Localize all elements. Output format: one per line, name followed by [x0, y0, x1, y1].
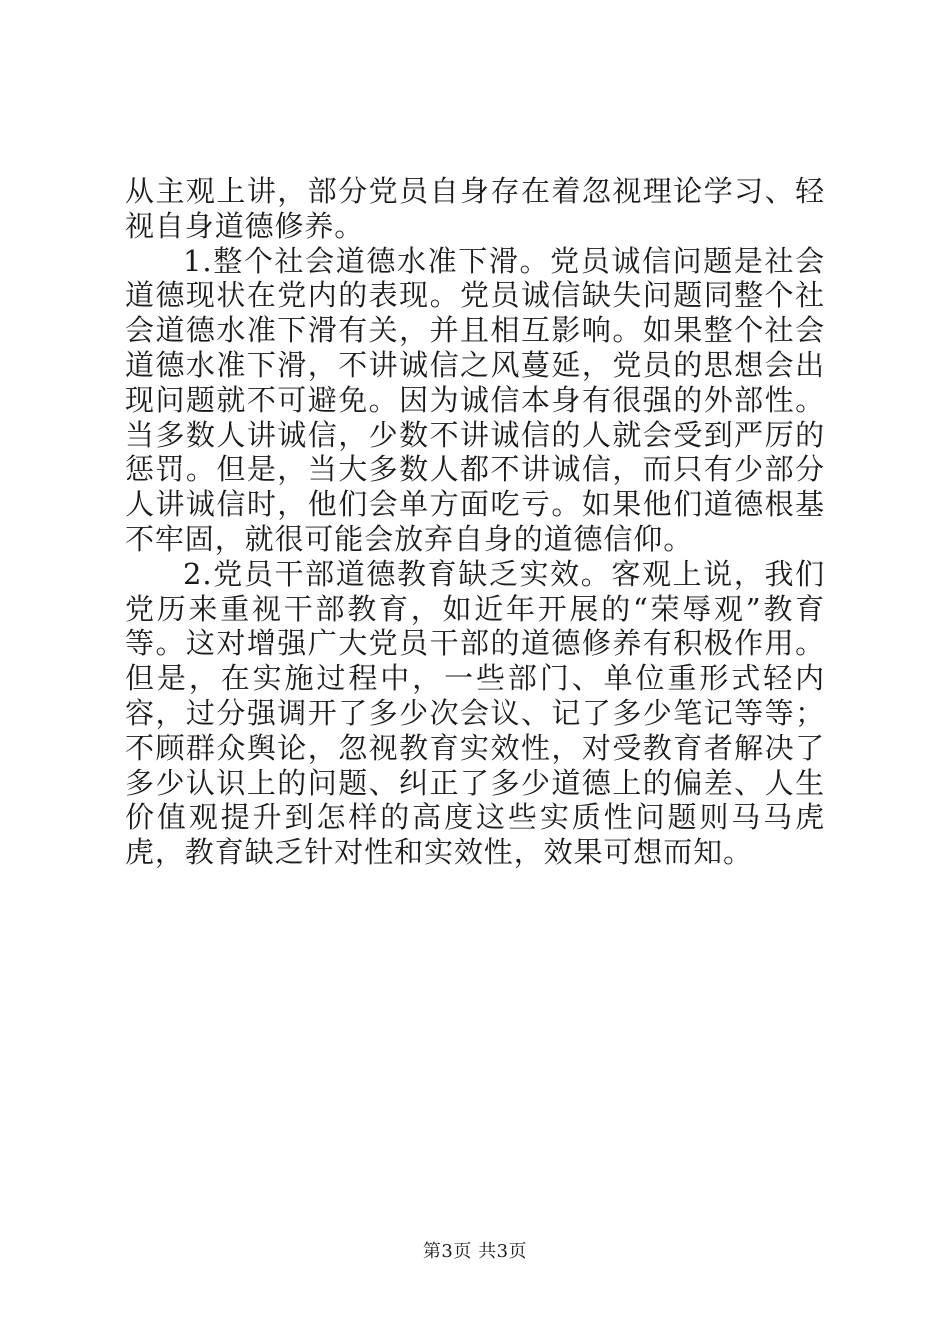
- page-number-footer: 第3页 共3页: [422, 1241, 528, 1262]
- body-text: [125, 174, 825, 870]
- paragraph-point-1: 1.整个社会道德水准下滑。党员诚信问题是社会道德现状在党内的表现。党员诚信缺失问题同整个社会道德水准下滑有关，并且相互影响。如果整个社会道德水准下滑，不讲诚信之风蔓延，党员的思想会出现问题就不可避免。因为诚信本身有很强的外部性。当多数人讲诚信，少数不讲诚信的人就会受到严厉的惩罚。但是，当大多数人都不讲诚信，而只有少部分人讲诚信时，他们会单方面吃亏。如果他们道德根基不牢固，就很可能会放弃自身的道德信仰。: [125, 243, 825, 556]
- paragraph-point-2: 2.党员干部道德教育缺乏实效。客观上说，我们党历来重视干部教育，如近年开展的“荣辱观”教育等。这对增强广大党员干部的道德修养有积极作用。但是，在实施过程中，一些部门、单位重形式轻内容，过分强调开了多少次会议、记了多少笔记等等；不顾群众舆论，忽视教育实效性，对受教育者解决了多少认识上的问题、纠正了多少道德上的偏差、人生价值观提升到怎样的高度这些实质性问题则马马虎虎，教育缺乏针对性和实效性，效果可想而知。: [125, 556, 825, 870]
- paragraph-intro: 从主观上讲，部分党员自身存在着忽视理论学习、轻视自身道德修养。: [125, 174, 825, 243]
